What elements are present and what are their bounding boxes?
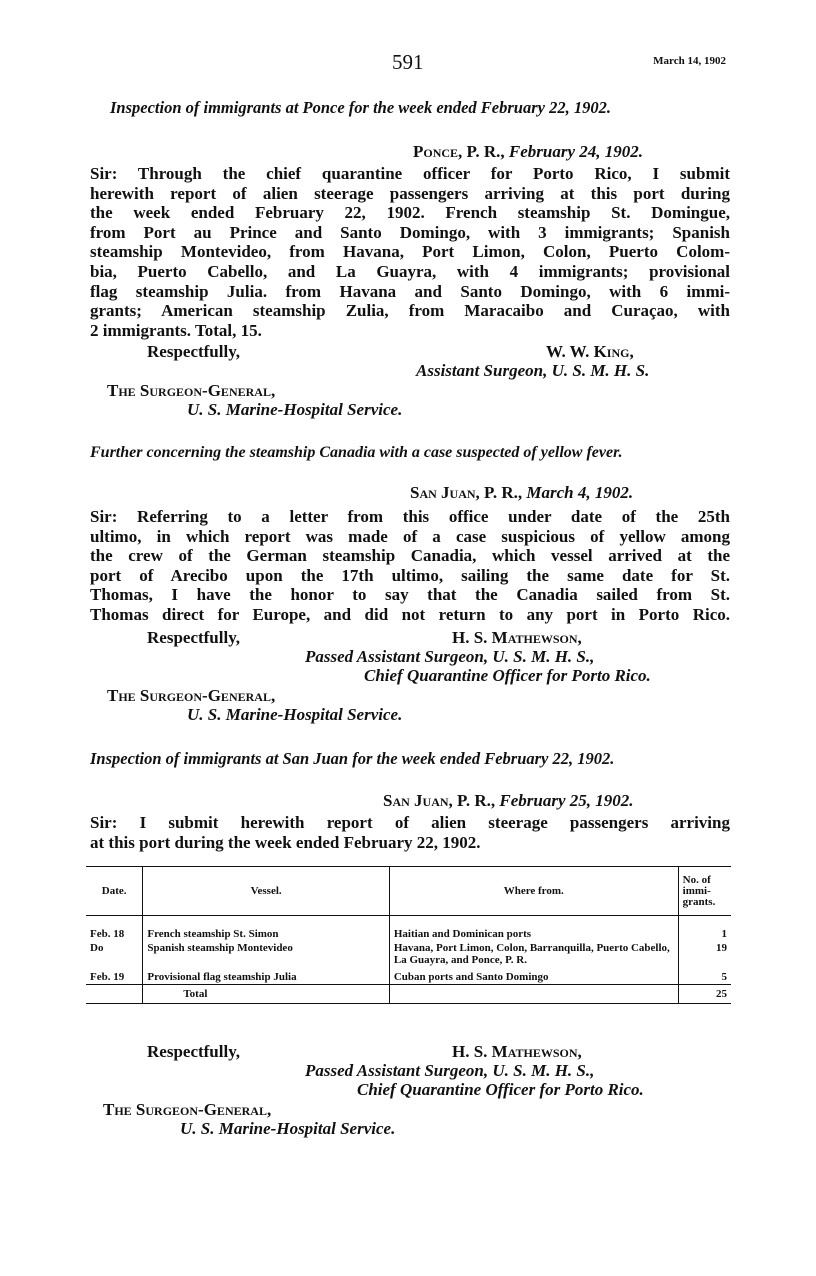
- table-row: [86, 967, 731, 985]
- row-count: 5: [721, 971, 727, 983]
- section2-title2: Chief Quarantine Officer for Porto Rico.: [364, 666, 651, 685]
- section2-line: port of Arecibo upon the 17th ultimo, sailing the same date for St.: [90, 565, 730, 585]
- section3-addressee-org: U. S. Marine-Hospital Service.: [180, 1119, 396, 1138]
- section1-addressee: The Surgeon-General,: [107, 381, 276, 400]
- row-from: Haitian and Dominican ports: [389, 916, 678, 942]
- row-count: 19: [716, 942, 727, 954]
- section2-heading: Further concerning the steamship Canadia with a case suspected of yellow fever.: [90, 444, 623, 461]
- section1-title: Assistant Surgeon, U. S. M. H. S.: [416, 361, 650, 380]
- section2-line: Sir: Referring to a letter from this office under date of the 25th: [90, 507, 730, 526]
- section3-title: Passed Assistant Surgeon, U. S. M. H. S.,: [305, 1061, 595, 1080]
- section1-body: [90, 164, 730, 340]
- section1-closing: Respectfully,: [147, 342, 241, 361]
- section2-addressee: The Surgeon-General,: [107, 686, 276, 705]
- section3-heading: Inspection of immigrants at San Juan for the week ended February 22, 1902.: [90, 749, 615, 768]
- header-count: No. of immi-grants.: [678, 867, 731, 916]
- row-from: Havana, Port Limon, Colon, Barranquilla, Puerto Cabello, La Guayra, and Ponce, P. R.: [389, 941, 678, 967]
- section2-title: Passed Assistant Surgeon, U. S. M. H. S.,: [305, 647, 595, 666]
- table-row: [86, 941, 731, 967]
- row-vessel: French steamship St. Simon: [143, 916, 390, 942]
- section1-line: flag steamship Julia. from Havana and Santo Domingo, with 6 immi-: [90, 281, 730, 301]
- header-vessel: Vessel.: [143, 867, 390, 916]
- section2-line: the crew of the German steamship Canadia, which vessel arrived at the: [90, 546, 730, 566]
- section1-heading: Inspection of immigrants at Ponce for the week ended February 22, 1902.: [110, 98, 611, 117]
- table-header-row: [86, 867, 731, 916]
- section1-dateline: [413, 142, 643, 162]
- section3-line: at this port during the week ended February 22, 1902.: [90, 832, 481, 852]
- row-date: Do: [86, 941, 143, 967]
- row-date: Feb. 18: [86, 916, 143, 942]
- section3-place: San Juan, P. R.,: [383, 791, 496, 810]
- section3-title2: Chief Quarantine Officer for Porto Rico.: [357, 1080, 644, 1099]
- header-date: Date.: [86, 867, 143, 916]
- section1-line: the week ended February 22, 1902. French steamship St. Domingue,: [90, 203, 730, 223]
- section1-line: 2 immigrants. Total, 15.: [90, 320, 262, 340]
- total-value: 25: [678, 985, 731, 1004]
- running-date: March 14, 1902: [653, 55, 726, 67]
- section3-body: [90, 813, 730, 852]
- section1-line: Sir: Through the chief quarantine officer for Porto Rico, I submit: [90, 164, 730, 183]
- section1-addressee-org: U. S. Marine-Hospital Service.: [187, 400, 403, 419]
- table-total-row: [86, 985, 731, 1004]
- section1-signer: W. W. King,: [546, 342, 634, 361]
- section3-addressee: The Surgeon-General,: [103, 1100, 272, 1119]
- row-date: Feb. 19: [86, 967, 143, 985]
- header-where-from: Where from.: [389, 867, 678, 916]
- page-number: 591: [392, 50, 424, 74]
- row-from: Cuban ports and Santo Domingo: [389, 967, 678, 985]
- section2-addressee-org: U. S. Marine-Hospital Service.: [187, 705, 403, 724]
- section2-signer: H. S. Mathewson,: [452, 628, 582, 647]
- section3-date: February 25, 1902.: [499, 791, 634, 810]
- section3-dateline: [383, 791, 634, 811]
- section3-line: Sir: I submit herewith report of alien steerage passengers arriving: [90, 813, 730, 832]
- section1-place: Ponce, P. R.,: [413, 142, 505, 161]
- section1-line: herewith report of alien steerage passengers arriving at this port during: [90, 183, 730, 203]
- row-vessel: Spanish steamship Montevideo: [143, 941, 390, 967]
- section2-date: March 4, 1902.: [526, 483, 634, 502]
- total-label: Total: [143, 985, 390, 1004]
- section1-date: February 24, 1902.: [508, 142, 644, 161]
- section2-line: Thomas, I have the honor to say that the Canadia sailed from St.: [90, 585, 730, 605]
- row-count: 1: [721, 928, 727, 940]
- table-row: [86, 916, 731, 942]
- section2-line: ultimo, in which report was made of a case suspicious of yellow among: [90, 526, 730, 546]
- section1-line: steamship Montevideo, from Havana, Port Limon, Colon, Puerto Colom-: [90, 242, 730, 262]
- section2-line: Thomas direct for Europe, and did not return to any port in Porto Rico.: [90, 604, 730, 624]
- section3-signer: H. S. Mathewson,: [452, 1042, 582, 1061]
- section2-dateline: [410, 483, 633, 503]
- row-vessel: Provisional flag steamship Julia: [143, 967, 390, 985]
- section1-line: from Port au Prince and Santo Domingo, with 3 immigrants; Spanish: [90, 222, 730, 242]
- section2-closing: Respectfully,: [147, 628, 241, 647]
- section1-line: bia, Puerto Cabello, and La Guayra, with 4 immigrants; provisional: [90, 261, 730, 281]
- section2-place: San Juan, P. R.,: [410, 483, 523, 502]
- section2-body: [90, 507, 730, 625]
- section3-closing: Respectfully,: [147, 1042, 241, 1061]
- section1-line: grants; American steamship Zulia, from Maracaibo and Curaçao, with: [90, 301, 730, 321]
- immigrants-table: [86, 866, 731, 1004]
